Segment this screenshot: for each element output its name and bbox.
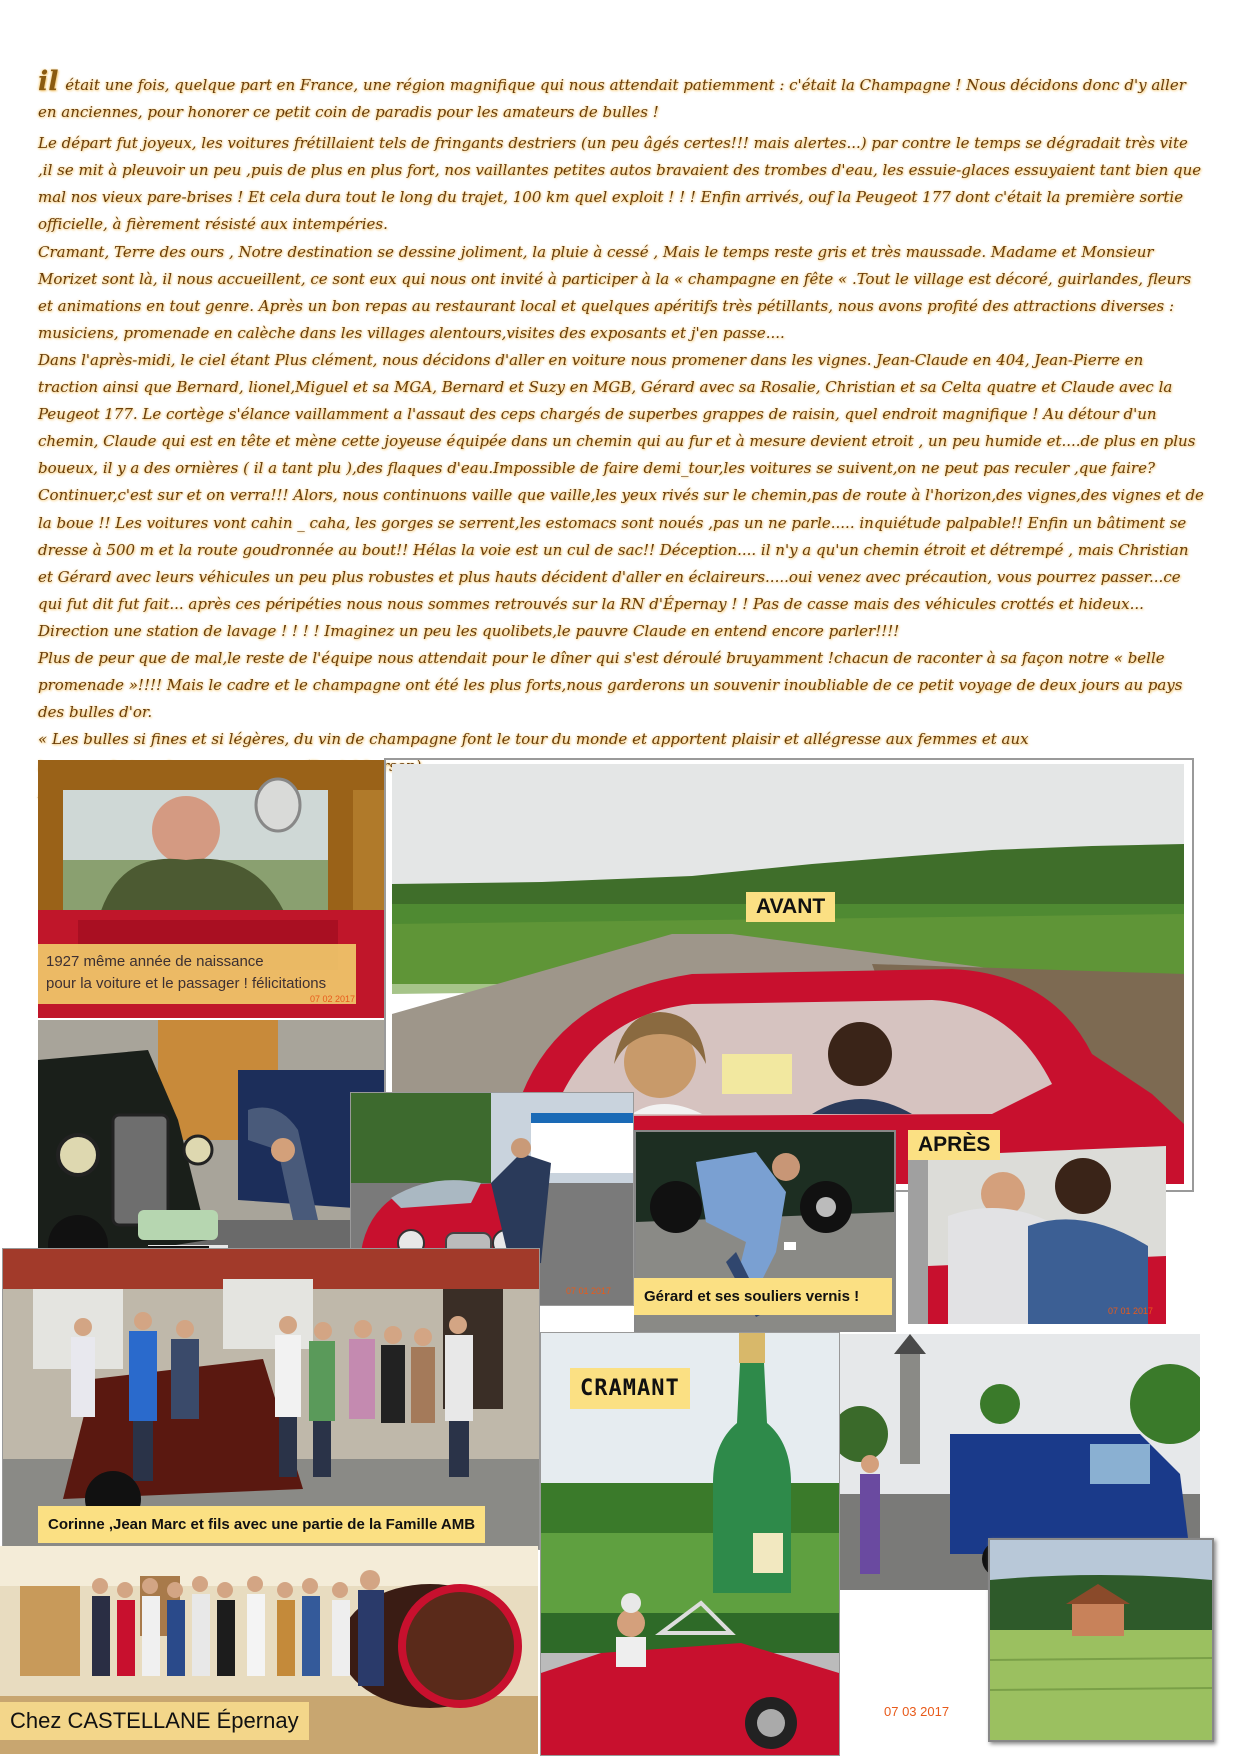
caption-castellane: Chez CASTELLANE Épernay — [0, 1702, 309, 1740]
caption-gerard: Gérard et ses souliers vernis ! — [634, 1278, 892, 1315]
paragraph-1-text: était une fois, quelque part en France, une région magnifique qui nous attendait patiemment : c'était la Champagne ! Nous décidons donc d'y aller en anciennes, pour honorer ce petit coin de paradis pour les amateurs de bulles ! — [38, 76, 1186, 122]
date-stamp-3: 07 01 2017 — [566, 1286, 612, 1296]
label-avant: AVANT — [746, 892, 835, 922]
drop-initial: il — [38, 66, 59, 97]
story-paragraph-4: Dans l'après-midi, le ciel étant Plus clément, nous décidons d'aller en voiture nous promener dans les vignes. Jean-Claude en 404, Jean-Pierre en traction ainsi que Bernard, lionel,Miguel et sa MGA, Bernard et Suzy en MGB, Gérard avec sa Rosalie, Christian et sa Celta quatre et Claude avec la Peugeot 177. Le cortège s'élance vaillamment a l'assaut des ceps chargés de superbes grappes de raisin, quel endroit magnifique ! Au détour d'un chemin, Claude qui est en tête et mène cette joyeuse équipée dans un chemin qui au fur et à mesure devient etroit , un peu humide et....de plus en plus boueux, il y a des ornières ( il a tant plu ),des flaques d'eau.Impossible de faire demi_tour,les voitures se suivent,on ne peut pas reculer ,que faire? Continuer,c'est sur et on verra!!! Alors, nous continuons vaille que vaille,les yeux rivés sur le chemin,pas de route à l'horizon,des vignes,des vignes et de la boue !! Les voitures vont cahin _ caha, les gorges se serrent,les estomacs sont noués ,pas un ne parle..... inquiétude palpable!! Enfin un bâtiment se dresse à 500 m et la route goudronnée au bout!! Hélas la voie est un cul de sac!! Déception.... il n'y a qu'un chemin étroit et détrempé , mais Christian et Gérard avec leurs véhicules un peu plus robustes et plus hauts décident d'aller en éclaireurs.....oui venez avec précaution, vous pourrez passer...ce qui fut dit fut fait... après ces péripéties nous nous sommes retrouvés sur la RN d'Épernay ! ! Pas de casse mais des véhicules crottés et hideux... Direction une station de lavage ! ! ! ! Imaginez un peu les quolibets,le pauvre Claude en entend encore parler!!!! — [38, 350, 1204, 640]
photo-champagne-landscape — [988, 1538, 1214, 1742]
photo-black-vintage-car — [38, 1020, 384, 1284]
story-paragraph-1 — [38, 68, 1206, 126]
date-stamp-1: 07 02 2017 — [310, 994, 356, 1004]
story-text — [38, 68, 1206, 808]
label-cramant: CRAMANT — [570, 1368, 690, 1409]
photo-amb-family-group — [2, 1248, 540, 1550]
story-paragraph-2: Le départ fut joyeux, les voitures frétillaient tels de fringants destriers (un peu âgés certes!!! mais alertes...) par contre le temps se dégradait très vite ,il se mit à pleuvoir un peu ,puis de plus en plus fort, nos vaillantes petites autos bravaient des trombes d'eau, les essuie-glaces essuyaient tant bien que mal nos vieux pare-brises ! Et cela dura tout le long du trajet, 100 km quel exploit ! ! ! Enfin arrivés, ouf la Peugeot 177 dont c'était la première sortie officielle, à fièrement résisté aux intempéries. — [38, 134, 1202, 234]
label-apres: APRÈS — [908, 1130, 1000, 1160]
caption-1927-line2: pour la voiture et le passager ! félicitations — [46, 975, 327, 992]
date-stamp-5: 07 03 2017 — [884, 1704, 950, 1719]
photo-apres — [908, 1136, 1166, 1324]
caption-1927 — [38, 944, 356, 1004]
story-paragraph-5: Plus de peur que de mal,le reste de l'équipe nous attendait pour le dîner qui s'est déroulé bruyamment !chacun de raconter à sa façon notre « belle promenade »!!!! Mais le cadre et le champagne ont été les plus forts,nous garderons un souvenir inoubliable de ce petit voyage de deux jours au pays des bulles d'or. — [38, 648, 1183, 722]
quote-text: « Les bulles si fines et si légères, du vin de champagne font le tour du monde et apportent plaisir et allégresse aux femmes et aux — [38, 730, 1029, 749]
caption-1927-line1: 1927 même année de naissance — [46, 953, 264, 970]
caption-amb-family: Corinne ,Jean Marc et fils avec une partie de la Famille AMB — [38, 1506, 485, 1543]
date-stamp-4: 07 01 2017 — [1108, 1306, 1154, 1316]
story-paragraph-3: Cramant, Terre des ours , Notre destination se dessine joliment, la pluie à cessé , Mais le temps reste gris et très maussade. Madame et Monsieur Morizet sont là, il nous accueillent, ce sont eux qui nous ont invité à participer à la « champagne en fête « .Tout le village est décoré, guirlandes, fleurs et animations en tout genre. Après un bon repas au restaurant local et quelques apéritifs très pétillants, nous avons profité des attractions diverses : musiciens, promenade en calèche dans les villages alentours,visites des exposants et j'en passe.... — [38, 242, 1192, 342]
